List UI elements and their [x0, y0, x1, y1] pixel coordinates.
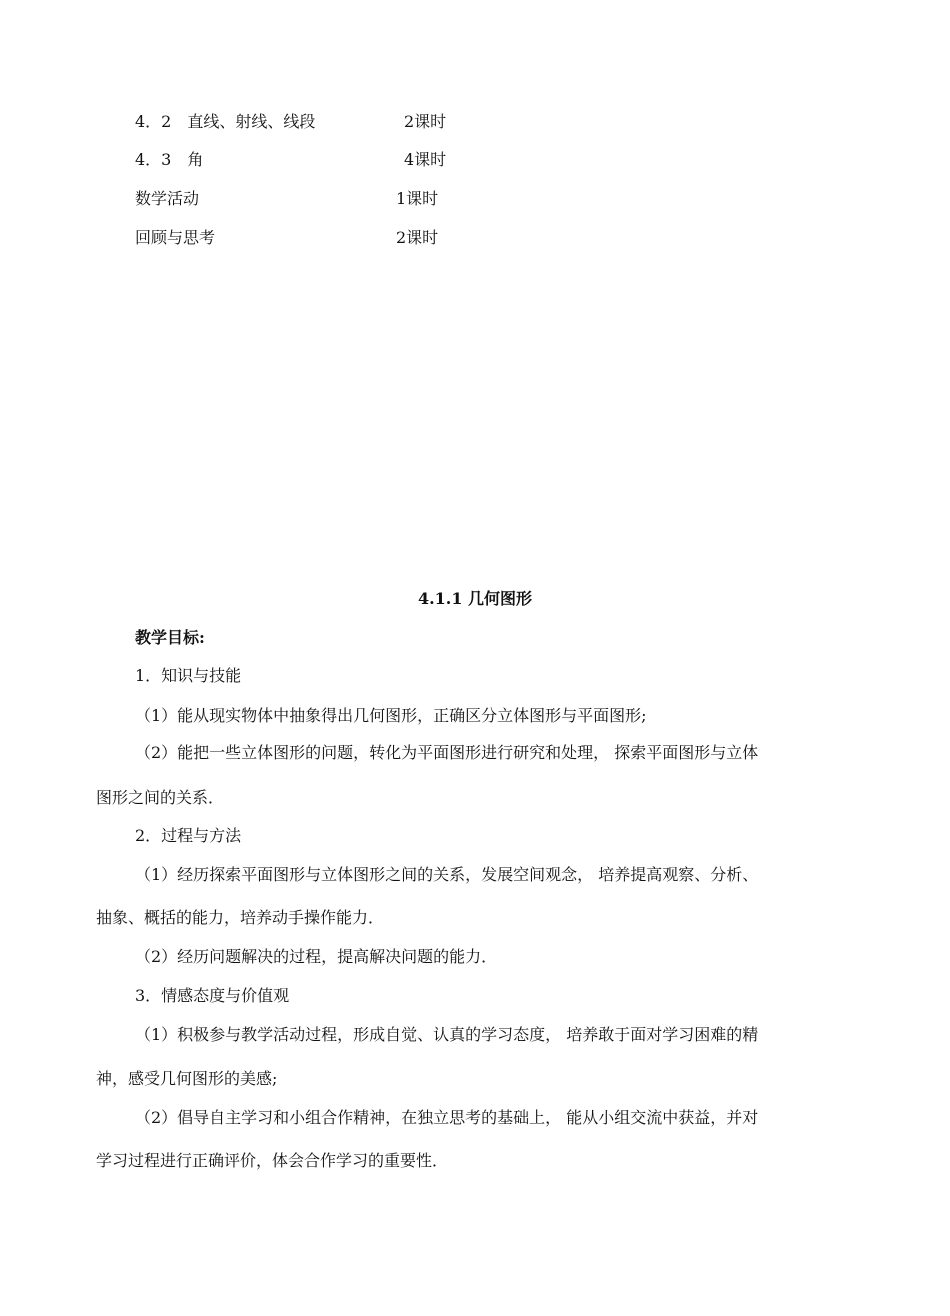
schedule-item-label: 回顾与思考	[135, 228, 216, 247]
objectives-heading: 教学目标:	[135, 628, 205, 647]
objective-line: 抽象、概括的能力，培养动手操作能力．	[96, 908, 385, 927]
schedule-item-hours: 2课时	[404, 112, 447, 131]
objective-line: （2）能把一些立体图形的问题，转化为平面图形进行研究和处理， 探索平面图形与立体	[135, 743, 759, 762]
lesson-title: 4.1.1 几何图形	[417, 589, 533, 608]
objective-line: （2）倡导自主学习和小组合作精神，在独立思考的基础上， 能从小组交流中获益，并对	[135, 1108, 759, 1127]
section-heading: 2．过程与方法	[135, 826, 242, 845]
objective-line: 图形之间的关系．	[96, 788, 225, 807]
schedule-item-label: 4．2 直线、射线、线段	[135, 112, 316, 131]
schedule-item-label: 4．3 角	[135, 150, 204, 169]
objective-line: （1）能从现实物体中抽象得出几何图形，正确区分立体图形与平面图形;	[135, 706, 647, 725]
schedule-item-hours: 2课时	[396, 228, 439, 247]
section-heading: 1．知识与技能	[135, 666, 242, 685]
objective-line: 学习过程进行正确评价，体会合作学习的重要性．	[96, 1151, 449, 1170]
section-heading: 3．情感态度与价值观	[135, 986, 290, 1005]
schedule-item-label: 数学活动	[135, 189, 200, 208]
objective-line: （1）积极参与教学活动过程，形成自觉、认真的学习态度， 培养敢于面对学习困难的精	[135, 1025, 759, 1044]
objective-line: （2）经历问题解决的过程，提高解决问题的能力．	[135, 947, 498, 966]
objective-line: （1）经历探索平面图形与立体图形之间的关系，发展空间观念， 培养提高观察、分析、	[135, 865, 759, 884]
schedule-item-hours: 1课时	[396, 189, 439, 208]
objective-line: 神，感受几何图形的美感;	[96, 1069, 278, 1088]
schedule-item-hours: 4课时	[404, 150, 447, 169]
